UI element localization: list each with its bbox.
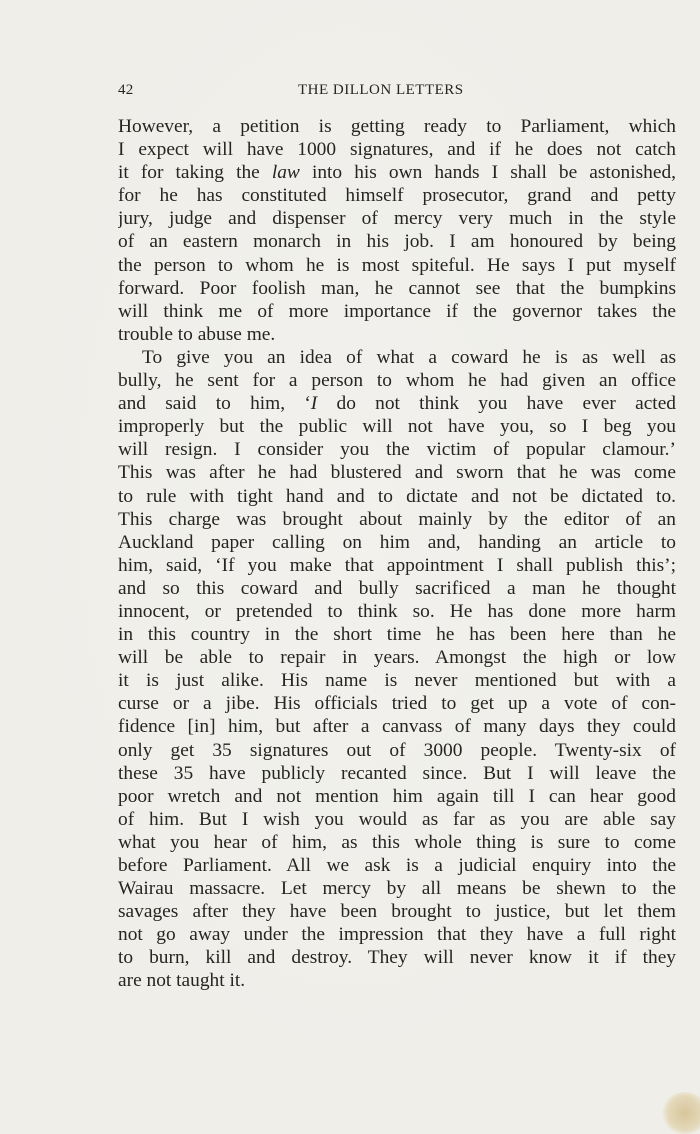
text-line: in this country in the short time he has been here than he (118, 624, 676, 646)
text-line: him, said, ‘If you make that appointment I shall publish this’; (118, 554, 676, 576)
text-line: these 35 have publicly recanted since. But I will leave the (118, 762, 676, 784)
text-line: what you hear of him, as this whole thing is sure to come (118, 831, 676, 853)
page-number: 42 (118, 82, 134, 98)
body-text (118, 115, 676, 993)
text-line: for he has constituted himself prosecutor, grand and petty (118, 185, 676, 207)
text-line: are not taught it. (118, 970, 246, 992)
text-line: and so this coward and bully sacrificed a man he thought (118, 577, 676, 599)
text-line: jury, judge and dispenser of mercy very much in the style (118, 208, 676, 230)
text-line: to burn, kill and destroy. They will never know it if they (118, 947, 676, 969)
text-line: will resign. I consider you the victim of popular clamour.’ (118, 439, 676, 461)
text-line: poor wretch and not mention him again till I can hear good (118, 785, 676, 807)
text-line: not go away under the impression that they have a full right (118, 924, 676, 946)
text-line: improperly but the public will not have you, so I beg you (118, 416, 676, 438)
text-line: will be able to repair in years. Amongst the high or low (118, 647, 676, 669)
text-line: However, a petition is getting ready to Parliament, which (118, 116, 676, 137)
text-line: Wairau massacre. Let mercy by all means be shewn to the (118, 878, 676, 900)
text-line: and said to him, ‘I do not think you have ever acted (118, 393, 676, 415)
text-line: To give you an idea of what a coward he is as well as (142, 346, 676, 368)
paragraph (118, 346, 676, 993)
text-line: fidence [in] him, but after a canvass of many days they could (118, 716, 676, 738)
paragraph (118, 115, 676, 346)
text-line: curse or a jibe. His officials tried to get up a vote of con- (118, 693, 676, 715)
text-line: it is just alike. His name is never mentioned but with a (118, 670, 676, 692)
text-line: to rule with tight hand and to dictate and not be dictated to. (118, 485, 676, 507)
text-line: This charge was brought about mainly by the editor of an (118, 508, 676, 530)
text-line: Auckland paper calling on him and, handing an article to (118, 531, 676, 553)
text-line: it for taking the law into his own hands I shall be astonished, (118, 162, 676, 184)
text-line: the person to whom he is most spiteful. He says I put myself (118, 254, 676, 276)
text-line: trouble to abuse me. (118, 323, 276, 345)
running-header (118, 82, 676, 102)
text-line: I expect will have 1000 signatures, and if he does not catch (118, 139, 676, 161)
text-line: of an eastern monarch in his job. I am honoured by being (118, 231, 676, 253)
text-line: innocent, or pretended to think so. He has done more harm (118, 600, 676, 622)
running-title: THE DILLON LETTERS (298, 82, 464, 98)
text-line: This was after he had blustered and sworn that he was come (118, 462, 676, 484)
text-line: savages after they have been brought to justice, but let them (118, 901, 676, 923)
text-line: forward. Poor foolish man, he cannot see that the bumpkins (118, 277, 676, 299)
text-line: of him. But I wish you would as far as you are able say (118, 808, 676, 830)
text-line: before Parliament. All we ask is a judicial enquiry into the (118, 855, 676, 876)
text-line: only get 35 signatures out of 3000 people. Twenty-six of (118, 739, 676, 761)
text-line: will think me of more importance if the governor takes the (118, 300, 676, 322)
text-line: bully, he sent for a person to whom he had given an office (118, 370, 676, 392)
